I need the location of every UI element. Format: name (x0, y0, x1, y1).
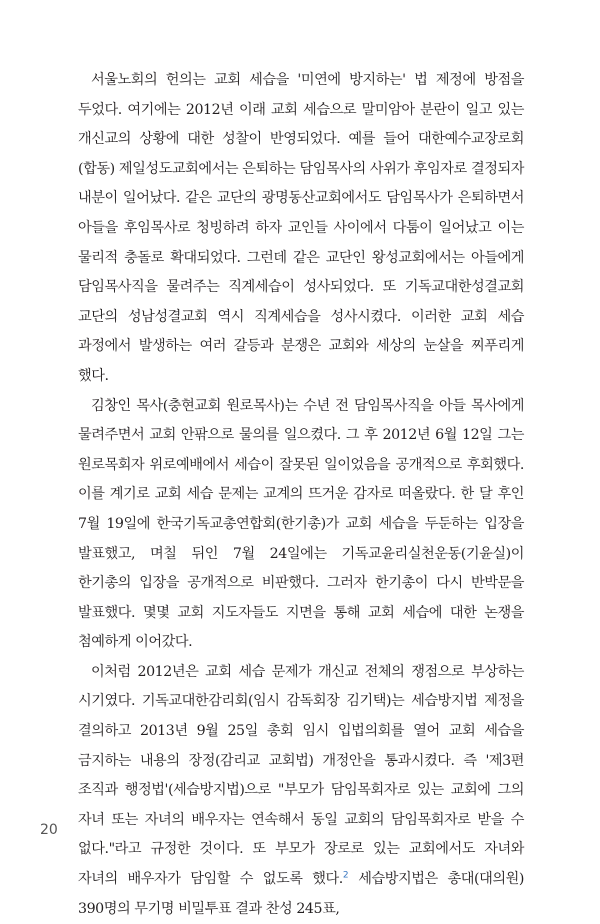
paragraph (78, 658, 524, 924)
paragraph-text: 이처럼 2012년은 교회 세습 문제가 개신교 전체의 쟁점으로 부상하는 시기였다. 기독교대한감리회(임시 감독회장 김기택)는 세습방지법 제정을 결의하고 2013년 9월 25일 총회 임시 입법의회를 열어 교회 세습을 금지하는 내용의 장정(감리교 교회법) 개정안을 통과시켰다. 즉 '제3편 조직과 행정법'(세습방지법)으로 "부모가 담임목회자로 있는 교회에 그의 자녀 또는 자녀의 배우자는 연속해서 동일 교회의 담임목회자로 받을 수 없다."라고 규정한 것이다. 또 부모가 장로로 있는 교회에서도 자녀와 자녀의 배우자가 담임할 수 없도록 했다. (78, 663, 524, 888)
page-number: 20 (40, 822, 58, 838)
page-body (78, 66, 524, 924)
paragraph: 서울노회의 헌의는 교회 세습을 '미연에 방지하는' 법 제정에 방점을 두었다. 여기에는 2012년 이래 교회 세습으로 말미암아 분란이 일고 있는 개신교의 상황에 대한 성찰이 반영되었다. 예를 들어 대한예수교장로회(합동) 제일성도교회에서는 은퇴하는 담임목사의 사위가 후임자로 결정되자 내분이 일어났다. 같은 교단의 광명동산교회에서도 담임목사가 은퇴하면서 아들을 후임목사로 청빙하려 하자 교인들 사이에서 다툼이 일어났고 이는 물리적 충돌로 확대되었다. 그런데 같은 교단인 왕성교회에서는 아들에게 담임목사직을 물려주는 직계세습이 성사되었다. 또 기독교대한성결교회 교단의 성남성결교회 역시 직계세습을 성사시켰다. 이러한 교회 세습 과정에서 발생하는 여러 갈등과 분쟁은 교회와 세상의 눈살을 찌푸리게 했다. (78, 72, 524, 384)
paragraph-text-continued: 세습방지법은 총대(대의원) 390명의 무기명 비밀투표 결과 찬성 245표, (78, 871, 524, 917)
paragraph: 김창인 목사(충현교회 원로목사)는 수년 전 담임목사직을 아들 목사에게 물려주면서 교회 안팎으로 물의를 일으켰다. 그 후 2012년 6월 12일 그는 원로목회자 위로예배에서 세습이 잘못된 일이었음을 공개적으로 후회했다. 이를 계기로 교회 세습 문제는 교계의 뜨거운 감자로 떠올랐다. 한 달 후인 7월 19일에 한국기독교총연합회(한기총)가 교회 세습을 두둔하는 입장을 발표했고, 며칠 뒤인 7월 24일에는 기독교윤리실천운동(기윤실)이 한기총의 입장을 공개적으로 비판했다. 그러자 한기총이 다시 반박문을 발표했다. 몇몇 교회 지도자들도 지면을 통해 교회 세습에 대한 논쟁을 첨예하게 이어갔다. (78, 397, 524, 651)
footnote-marker[interactable]: 2 (342, 870, 349, 881)
